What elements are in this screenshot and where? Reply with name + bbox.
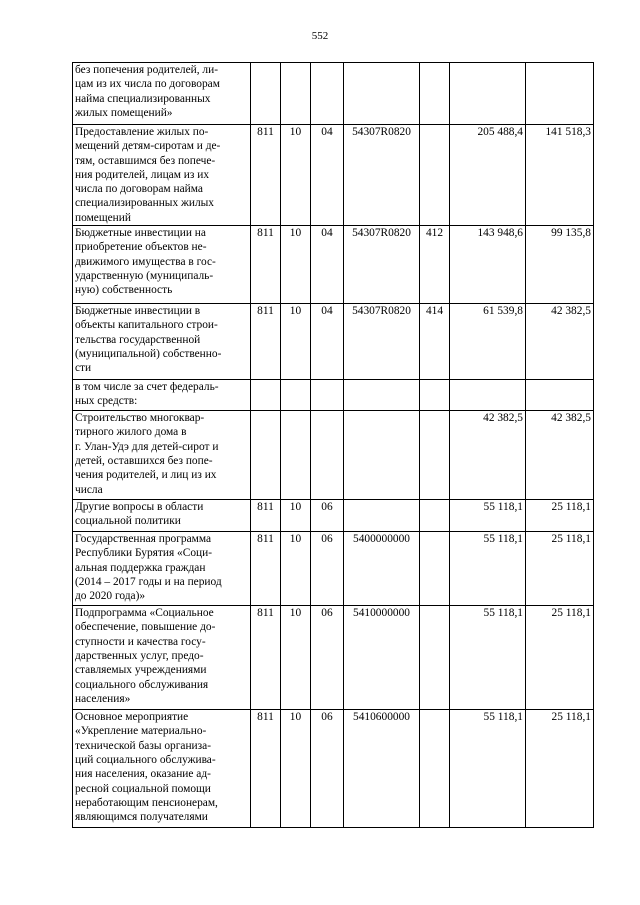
grbs-cell: 811 <box>251 710 281 828</box>
amount-2-cell <box>526 380 594 411</box>
grbs-cell <box>251 411 281 500</box>
expense-type-cell: 412 <box>420 226 450 304</box>
amount-1-cell: 55 118,1 <box>450 532 526 606</box>
section-cell <box>281 63 311 125</box>
row-name-cell: Бюджетные инвестиции в объекты капитального строи- тельства государственной (муниципальной) собственно- сти <box>73 304 251 380</box>
subsection-cell: 04 <box>311 226 344 304</box>
subsection-cell <box>311 380 344 411</box>
table-row <box>73 606 594 710</box>
row-name-cell: Предоставление жилых по- мещений детям-сиротам и де- тям, оставшимся без попече- ния родителей, лицам из их числа по договорам найма специализированных жилых помещений <box>73 125 251 226</box>
section-cell: 10 <box>281 500 311 532</box>
expense-type-cell <box>420 411 450 500</box>
table-row <box>73 532 594 606</box>
target-article-cell: 54307R0820 <box>344 125 420 226</box>
amount-2-cell: 25 118,1 <box>526 500 594 532</box>
grbs-cell <box>251 63 281 125</box>
target-article-cell <box>344 411 420 500</box>
expense-type-cell <box>420 710 450 828</box>
amount-1-cell: 42 382,5 <box>450 411 526 500</box>
target-article-cell: 54307R0820 <box>344 304 420 380</box>
subsection-cell: 06 <box>311 710 344 828</box>
table-row <box>73 125 594 226</box>
subsection-cell <box>311 411 344 500</box>
target-article-cell <box>344 380 420 411</box>
target-article-cell: 5400000000 <box>344 532 420 606</box>
row-name-cell: в том числе за счет федераль- ных средств: <box>73 380 251 411</box>
section-cell <box>281 380 311 411</box>
subsection-cell: 06 <box>311 532 344 606</box>
amount-2-cell: 25 118,1 <box>526 532 594 606</box>
table-row <box>73 380 594 411</box>
section-cell: 10 <box>281 226 311 304</box>
target-article-cell <box>344 63 420 125</box>
target-article-cell: 54307R0820 <box>344 226 420 304</box>
target-article-cell: 5410600000 <box>344 710 420 828</box>
budget-table <box>72 62 594 828</box>
row-name-cell: Бюджетные инвестиции на приобретение объектов не- движимого имущества в гос- ударственную (муниципаль- ную) собственность <box>73 226 251 304</box>
amount-1-cell <box>450 63 526 125</box>
table-row <box>73 304 594 380</box>
expense-type-cell <box>420 125 450 226</box>
amount-1-cell <box>450 380 526 411</box>
subsection-cell: 04 <box>311 125 344 226</box>
expense-type-cell <box>420 500 450 532</box>
amount-2-cell: 99 135,8 <box>526 226 594 304</box>
subsection-cell: 04 <box>311 304 344 380</box>
table-row <box>73 63 594 125</box>
section-cell: 10 <box>281 304 311 380</box>
table-row <box>73 500 594 532</box>
amount-2-cell: 42 382,5 <box>526 304 594 380</box>
grbs-cell: 811 <box>251 226 281 304</box>
row-name-cell: Подпрограмма «Социальное обеспечение, повышение до- ступности и качества госу- дарственных услуг, предо- ставляемых учреждениями социального обслуживания населения» <box>73 606 251 710</box>
subsection-cell: 06 <box>311 500 344 532</box>
section-cell: 10 <box>281 606 311 710</box>
amount-1-cell: 143 948,6 <box>450 226 526 304</box>
amount-2-cell: 25 118,1 <box>526 710 594 828</box>
row-name-cell: Строительство многоквар- тирного жилого дома в г. Улан-Удэ для детей-сирот и детей, оставшихся без попе- чения родителей, и лиц из их числа <box>73 411 251 500</box>
table-row <box>73 710 594 828</box>
amount-1-cell: 55 118,1 <box>450 500 526 532</box>
amount-2-cell <box>526 63 594 125</box>
grbs-cell: 811 <box>251 500 281 532</box>
amount-2-cell: 42 382,5 <box>526 411 594 500</box>
table-row <box>73 226 594 304</box>
expense-type-cell <box>420 532 450 606</box>
expense-type-cell: 414 <box>420 304 450 380</box>
grbs-cell: 811 <box>251 125 281 226</box>
row-name-cell: без попечения родителей, ли- цам из их числа по договорам найма специализированных жилых помещений» <box>73 63 251 125</box>
section-cell <box>281 411 311 500</box>
amount-2-cell: 25 118,1 <box>526 606 594 710</box>
expense-type-cell <box>420 63 450 125</box>
target-article-cell: 5410000000 <box>344 606 420 710</box>
amount-1-cell: 205 488,4 <box>450 125 526 226</box>
grbs-cell: 811 <box>251 606 281 710</box>
row-name-cell: Другие вопросы в области социальной политики <box>73 500 251 532</box>
section-cell: 10 <box>281 710 311 828</box>
expense-type-cell <box>420 380 450 411</box>
expense-type-cell <box>420 606 450 710</box>
grbs-cell: 811 <box>251 532 281 606</box>
row-name-cell: Основное мероприятие «Укрепление материально- технической базы организа- ций социального обслужива- ния населения, оказание ад- ресной социальной помощи неработающим пенсионерам, являющимся получателями <box>73 710 251 828</box>
target-article-cell <box>344 500 420 532</box>
amount-1-cell: 55 118,1 <box>450 606 526 710</box>
section-cell: 10 <box>281 532 311 606</box>
grbs-cell: 811 <box>251 304 281 380</box>
amount-2-cell: 141 518,3 <box>526 125 594 226</box>
table-row <box>73 411 594 500</box>
section-cell: 10 <box>281 125 311 226</box>
row-name-cell: Государственная программа Республики Бурятия «Соци- альная поддержка граждан (2014 – 2017 годы и на период до 2020 года)» <box>73 532 251 606</box>
page-number: 552 <box>311 30 329 42</box>
subsection-cell <box>311 63 344 125</box>
amount-1-cell: 61 539,8 <box>450 304 526 380</box>
amount-1-cell: 55 118,1 <box>450 710 526 828</box>
grbs-cell <box>251 380 281 411</box>
subsection-cell: 06 <box>311 606 344 710</box>
